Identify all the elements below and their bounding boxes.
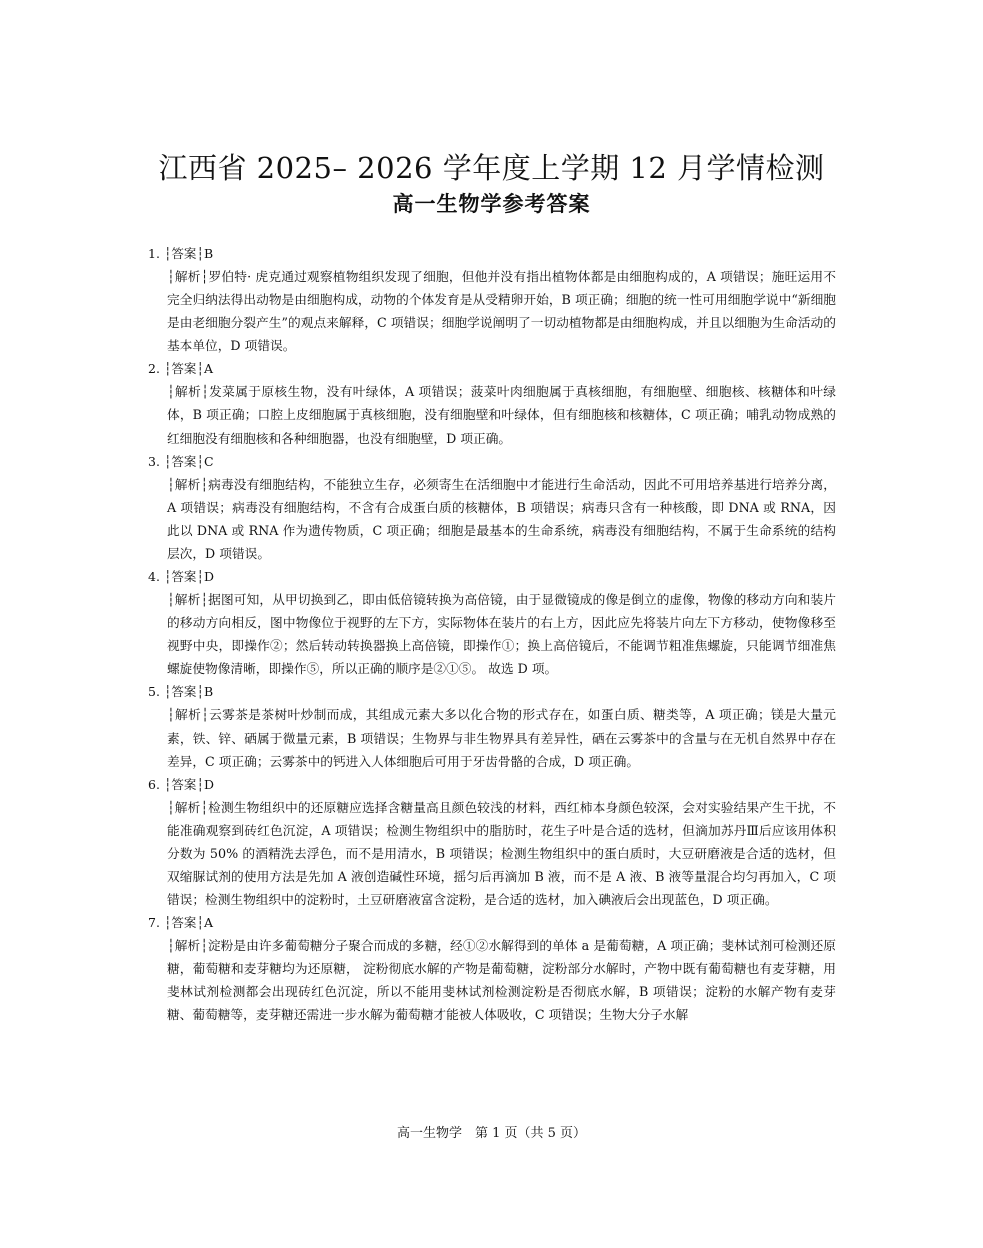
- question-6: [148, 773, 836, 911]
- question-5: [148, 680, 836, 772]
- page-subtitle: 高一生物学参考答案: [392, 192, 591, 216]
- answer-line: 7. ┆答案┆A: [148, 915, 213, 931]
- analysis-text: ┆解析┆淀粉是由许多葡萄糖分子聚合而成的多糖，经①②水解得到的单体 a 是葡萄糖，A 项正确；斐林试剂可检测还原糖，葡萄糖和麦芽糖均为还原糖， 淀粉彻底水解的产物是葡萄糖，淀粉部分水解时，产物中既有葡萄糖也有麦芽糖，用斐林试剂检测都会出现砖红色沉淀，所以不能用斐林试剂检测淀粉是否彻底水解，B 项错误；淀粉的水解产物有麦芽糖、葡萄糖等，麦芽糖还需进一步水解为葡萄糖才能被人体吸收，C 项错误；生物大分子水解: [167, 938, 836, 1023]
- analysis-text: ┆解析┆据图可知，从甲切换到乙，即由低倍镜转换为高倍镜，由于显微镜成的像是倒立的虚像，物像的移动方向和装片的移动方向相反，图中物像位于视野的左下方，实际物体在装片的右上方，因此应先将装片向左下方移动，使物像移至视野中央，即操作②；然后转动转换器换上高倍镜，即操作①；换上高倍镜后，不能调节粗准焦螺旋，只能调节细准焦螺旋使物像清晰，即操作⑤，所以正确的顺序是②①⑤。 故选 D 项。: [167, 592, 836, 677]
- analysis-text: ┆解析┆罗伯特· 虎克通过观察植物组织发现了细胞，但他并没有指出植物体都是由细胞构成的，A 项错误；施旺运用不完全归纳法得出动物是由细胞构成，动物的个体发育是从受精卵开始，B 项正确；细胞的统一性可用细胞学说中“新细胞是由老细胞分裂产生”的观点来解释，C 项错误；细胞学说阐明了一切动植物都是由细胞构成，并且以细胞为生命活动的基本单位，D 项错误。: [167, 269, 836, 354]
- answer-line: 4. ┆答案┆D: [148, 569, 214, 585]
- answer-line: 1. ┆答案┆B: [148, 246, 214, 261]
- question-4: [148, 565, 836, 680]
- analysis-text: ┆解析┆病毒没有细胞结构，不能独立生存，必须寄生在活细胞中才能进行生命活动，因此不可用培养基进行培养分离，A 项错误；病毒没有细胞结构，不含有合成蛋白质的核糖体，B 项错误；病毒只含有一种核酸，即 DNA 或 RNA，因此以 DNA 或 RNA 作为遗传物质，C 项正确；细胞是最基本的生命系统，病毒没有细胞结构，不属于生命系统的结构层次，D 项错误。: [167, 476, 836, 561]
- answer-list: [148, 242, 836, 1027]
- page-footer: 高一生物学 第 1 页（共 5 页）: [396, 1126, 587, 1141]
- answer-line: 3. ┆答案┆C: [148, 453, 214, 469]
- analysis-text: ┆解析┆检测生物组织中的还原糖应选择含糖量高且颜色较浅的材料，西红柿本身颜色较深，会对实验结果产生干扰，不能准确观察到砖红色沉淀，A 项错误；检测生物组织中的脂肪时，花生子叶是合适的选材，但滴加苏丹Ⅲ后应该用体积分数为 50% 的酒精洗去浮色，而不是用清水，B 项错误；检测生物组织中的蛋白质时，大豆研磨液是合适的选材，但双缩脲试剂的使用方法是先加 A 液创造碱性环境，摇匀后再滴加 B 液，而不是 A 液、B 液等量混合均匀再加入，C 项错误；检测生物组织中的淀粉时，土豆研磨液富含淀粉，是合适的选材，加入碘液后会出现蓝色，D 项正确。: [167, 799, 836, 908]
- answer-line: 5. ┆答案┆B: [148, 684, 214, 700]
- question-7: [148, 911, 836, 1026]
- page-title: 江西省 2025– 2026 学年度上学期 12 月学情检测: [158, 151, 825, 185]
- question-1: [148, 242, 836, 357]
- answer-line: 6. ┆答案┆D: [148, 776, 214, 792]
- question-3: [148, 450, 836, 565]
- answer-line: 2. ┆答案┆A: [148, 361, 213, 377]
- question-2: [148, 357, 836, 449]
- analysis-text: ┆解析┆发菜属于原核生物，没有叶绿体，A 项错误；菠菜叶肉细胞属于真核细胞，有细胞壁、细胞核、核糖体和叶绿体，B 项正确；口腔上皮细胞属于真核细胞，没有细胞壁和叶绿体，但有细胞核和核糖体，C 项正确；哺乳动物成熟的红细胞没有细胞核和各种细胞器，也没有细胞壁，D 项正确。: [167, 384, 836, 446]
- analysis-text: ┆解析┆云雾茶是茶树叶炒制而成，其组成元素大多以化合物的形式存在，如蛋白质、糖类等，A 项正确；镁是大量元素，铁、锌、硒属于微量元素，B 项错误；生物界与非生物界具有差异性，硒在云雾茶中的含量与在无机自然界中存在差异，C 项正确；云雾茶中的钙进入人体细胞后可用于牙齿骨骼的合成，D 项正确。: [167, 707, 836, 769]
